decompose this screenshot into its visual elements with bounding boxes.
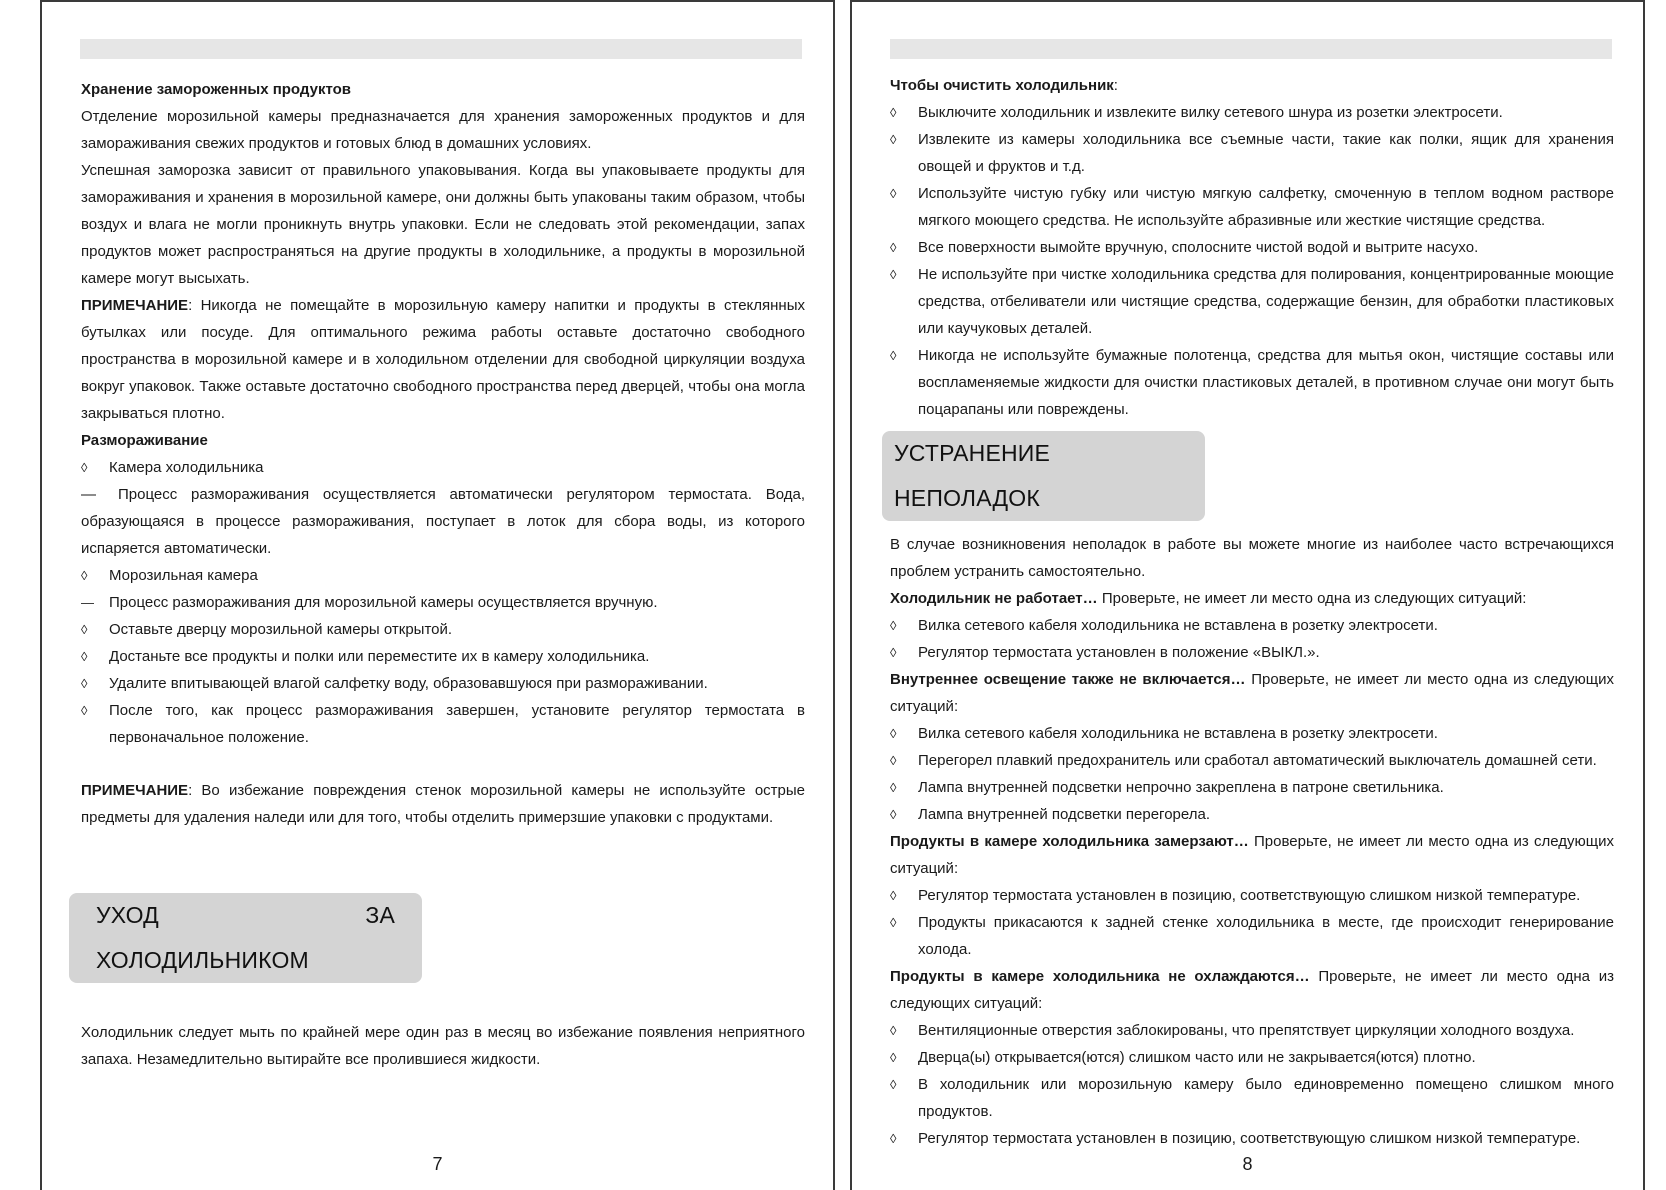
bullet-diamond-icon: ◊ <box>81 703 88 718</box>
list-item: ◊ Выключите холодильник и извлеките вилку сетевого шнура из розетки электросети. <box>890 99 1614 126</box>
note-label: ПРИМЕЧАНИЕ <box>81 782 189 799</box>
list-item: ◊ Дверца(ы) открывается(ются) слишком часто или не закрывается(ются) плотно. <box>890 1044 1614 1071</box>
defrost-fridge-text: — Процесс размораживания осуществляется автоматически регулятором термостата. Вода, образующаяся в процессе размораживания, поступает в лоток для сбора воды, из которого испаряется автоматически. <box>81 486 805 557</box>
list-item: ◊ В холодильник или морозильную камеру было единовременно помещено слишком много продуктов. <box>890 1071 1614 1125</box>
header-bar <box>80 39 802 59</box>
defrost-freezer-text: Процесс размораживания для морозильной камеры осуществляется вручную. <box>109 594 658 611</box>
page-7 <box>40 0 835 1190</box>
note-2 <box>81 777 805 831</box>
bullet-diamond-icon: ◊ <box>890 1023 897 1038</box>
bullet-diamond-icon: ◊ <box>890 888 897 903</box>
bullet-diamond-icon: ◊ <box>890 186 897 201</box>
note-label: ПРИМЕЧАНИЕ <box>81 297 189 314</box>
care-text: Холодильник следует мыть по крайней мере один раз в месяц во избежание появления неприятного запаха. Незамедлительно вытирайте все пролившиеся жидкости. <box>81 1024 805 1068</box>
list-item: ◊ Оставьте дверцу морозильной камеры открытой. <box>81 616 805 643</box>
list-item: ◊ Извлеките из камеры холодильника все съемные части, такие как полки, ящик для хранения овощей и фруктов и т.д. <box>890 126 1614 180</box>
page-content <box>81 76 805 1073</box>
bullet-diamond-icon: ◊ <box>890 105 897 120</box>
list-item: ◊ Лампа внутренней подсветки перегорела. <box>890 801 1614 828</box>
bullet-diamond-icon: ◊ <box>890 780 897 795</box>
troubleshooting-section-title: УСТРАНЕНИЕ НЕПОЛАДОК <box>882 431 1205 521</box>
trouble-intro: В случае возникновения неполадок в работе вы можете многие из наиболее часто встречающихся проблем устранить самостоятельно. <box>890 536 1614 580</box>
bullet-diamond-icon: ◊ <box>890 915 897 930</box>
problem-heading: Продукты в камере холодильника не охлаждаются… Проверьте, не имеет ли место одна из следующих ситуаций: <box>890 968 1614 1012</box>
storage-heading: Хранение замороженных продуктов <box>81 81 351 98</box>
defrost-heading: Размораживание <box>81 432 208 449</box>
list-item: ◊ После того, как процесс размораживания завершен, установите регулятор термостата в первоначальное положение. <box>81 697 805 751</box>
bullet-diamond-icon: ◊ <box>890 1131 897 1146</box>
bullet-diamond-icon: ◊ <box>890 267 897 282</box>
list-item: ◊ Перегорел плавкий предохранитель или сработал автоматический выключатель домашней сети. <box>890 747 1614 774</box>
header-bar <box>890 39 1612 59</box>
list-item: ◊ Не используйте при чистке холодильника средства для полирования, концентрированные моющие средства, отбеливатели или чистящие средства, содержащие бензин, для обработки пластиковых или каучуковых деталей. <box>890 261 1614 342</box>
defrost-fridge-label: Камера холодильника <box>109 459 264 476</box>
list-item: ◊ Регулятор термостата установлен в положение «ВЫКЛ.». <box>890 639 1614 666</box>
page-number: 7 <box>432 1154 443 1174</box>
bullet-diamond-icon: ◊ <box>890 807 897 822</box>
bullet-diamond-icon: ◊ <box>890 753 897 768</box>
list-item: ◊ Достаньте все продукты и полки или переместите их в камеру холодильника. <box>81 643 805 670</box>
bullet-diamond-icon: ◊ <box>890 726 897 741</box>
storage-paragraph-2: Успешная заморозка зависит от правильного упаковывания. Когда вы упаковываете продукты для замораживания и хранения в морозильной камере, они должны быть упакованы таким образом, чтобы воздух и влага не могли проникнуть внутрь упаковки. Если не следовать этой рекомендации, запах продуктов может распространяться на другие продукты в холодильнике, а продукты в морозильной камере могут высыхать. <box>81 162 805 287</box>
defrost-freezer-label: Морозильная камера <box>109 567 258 584</box>
dash-icon: — <box>81 595 94 610</box>
bullet-diamond-icon: ◊ <box>890 240 897 255</box>
list-item: ◊ Лампа внутренней подсветки непрочно закреплена в патроне светильника. <box>890 774 1614 801</box>
bullet-diamond-icon: ◊ <box>890 645 897 660</box>
list-item: ◊ Все поверхности вымойте вручную, сполосните чистой водой и вытрите насухо. <box>890 234 1614 261</box>
note-text: : Во избежание повреждения стенок морозильной камеры не используйте острые предметы для удаления наледи или для того, чтобы отделить примерзшие упаковки с продуктами. <box>81 782 805 826</box>
page-number: 8 <box>1242 1154 1253 1174</box>
bullet-diamond-icon: ◊ <box>81 622 88 637</box>
list-item <box>81 562 805 589</box>
list-item: ◊ Регулятор термостата установлен в позицию, соответствующую слишком низкой температуре. <box>890 882 1614 909</box>
list-item: ◊ Продукты прикасаются к задней стенке холодильника в месте, где происходит генерирование холода. <box>890 909 1614 963</box>
list-item <box>81 589 805 616</box>
note-text: : Никогда не помещайте в морозильную камеру напитки и продукты в стеклянных бутылках или посуде. Для оптимального режима работы оставьте достаточно свободного пространства в морозильной камере и в холодильном отделении для свободной циркуляции воздуха вокруг упаковок. Также оставьте достаточно свободного пространства перед дверцей, чтобы она могла закрываться плотно. <box>81 297 805 422</box>
list-item: ◊ Регулятор термостата установлен в позицию, соответствующую слишком низкой температуре. <box>890 1125 1614 1152</box>
clean-heading: Чтобы очистить холодильник: <box>890 77 1118 94</box>
bullet-diamond-icon: ◊ <box>890 618 897 633</box>
dash-icon: — <box>81 486 96 503</box>
storage-paragraph-1: Отделение морозильной камеры предназначается для хранения замороженных продуктов и для замораживания свежих продуктов и готовых блюд в домашних условиях. <box>81 108 805 152</box>
page-8 <box>850 0 1645 1190</box>
list-item: ◊ Вилка сетевого кабеля холодильника не вставлена в розетку электросети. <box>890 720 1614 747</box>
page-content <box>890 72 1614 1152</box>
list-item: ◊ Используйте чистую губку или чистую мягкую салфетку, смоченную в теплом водном растворе мягкого моющего средства. Не используйте абразивные или жесткие чистящие средства. <box>890 180 1614 234</box>
problem-heading: Внутреннее освещение также не включается… Проверьте, не имеет ли место одна из следующих ситуаций: <box>890 671 1614 715</box>
note-1 <box>81 292 805 427</box>
bullet-diamond-icon: ◊ <box>890 348 897 363</box>
problem-heading: Холодильник не работает… Проверьте, не имеет ли место одна из следующих ситуаций: <box>890 590 1527 607</box>
list-item: ◊ Вилка сетевого кабеля холодильника не вставлена в розетку электросети. <box>890 612 1614 639</box>
bullet-diamond-icon: ◊ <box>81 649 88 664</box>
bullet-diamond-icon: ◊ <box>81 460 88 475</box>
problem-heading: Продукты в камере холодильника замерзают… Проверьте, не имеет ли место одна из следующих ситуаций: <box>890 833 1614 877</box>
list-item: ◊ Никогда не используйте бумажные полотенца, средства для мытья окон, чистящие составы или воспламеняемые жидкости для очистки пластиковых деталей, в противном случае они могут быть поцарапаны или повреждены. <box>890 342 1614 423</box>
bullet-diamond-icon: ◊ <box>81 568 88 583</box>
care-section-title: УХОД ЗА ХОЛОДИЛЬНИКОМ <box>69 893 422 983</box>
list-item: ◊ Удалите впитывающей влагой салфетку воду, образовавшуюся при размораживании. <box>81 670 805 697</box>
bullet-diamond-icon: ◊ <box>890 132 897 147</box>
list-item: ◊ Вентиляционные отверстия заблокированы, что препятствует циркуляции холодного воздуха. <box>890 1017 1614 1044</box>
bullet-diamond-icon: ◊ <box>81 676 88 691</box>
bullet-diamond-icon: ◊ <box>890 1050 897 1065</box>
bullet-diamond-icon: ◊ <box>890 1077 897 1092</box>
list-item <box>81 454 805 481</box>
